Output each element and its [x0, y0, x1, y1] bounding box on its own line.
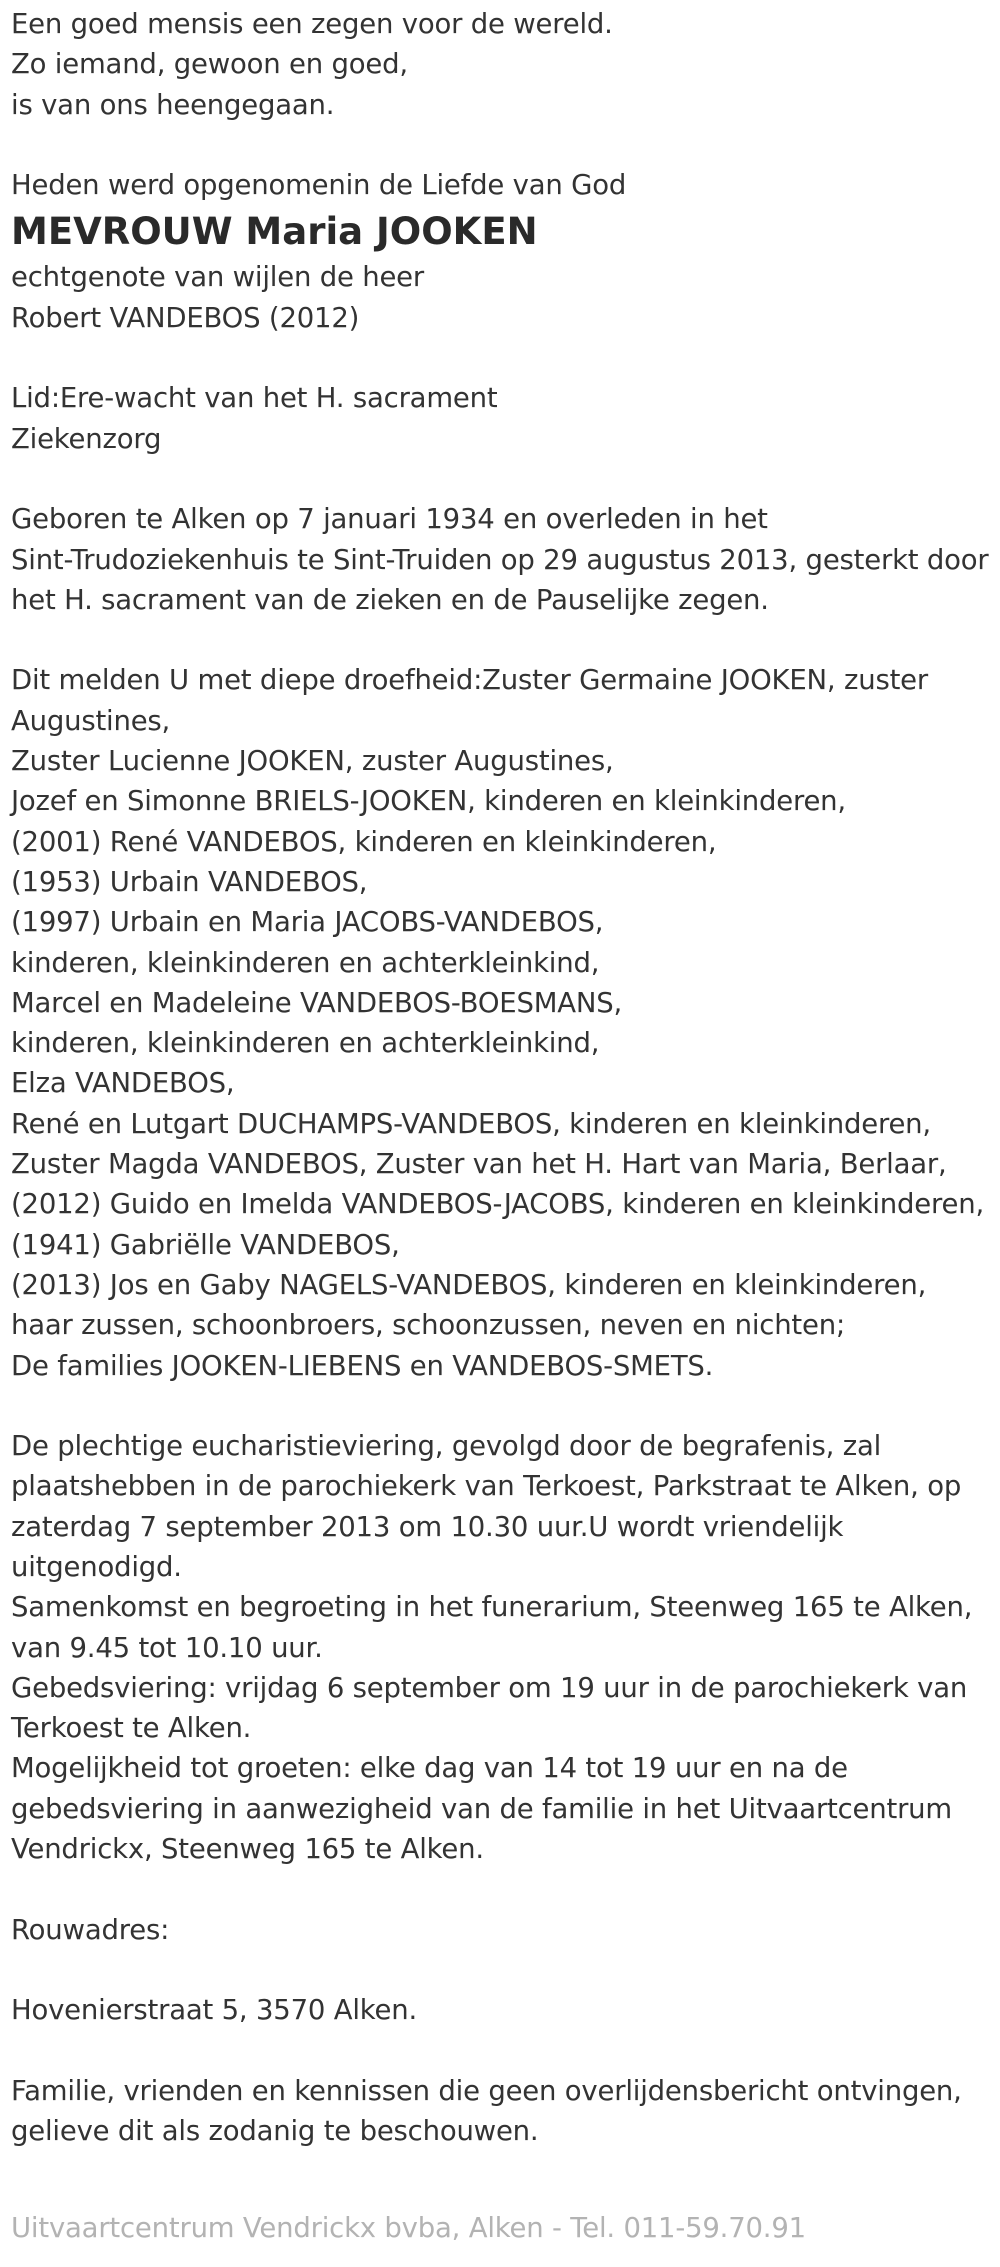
family-line: Zuster Magda VANDEBOS, Zuster van het H. Hart van Maria, Berlaar,: [11, 1148, 947, 1181]
poem-line: is van ons heengegaan.: [11, 88, 335, 121]
membership-line: Ziekenzorg: [11, 422, 162, 455]
ceremony-info: [11, 1426, 991, 1869]
spacer: [11, 125, 991, 165]
ceremony-line: De plechtige eucharistieviering, gevolgd door de begrafenis, zal: [11, 1430, 882, 1463]
ceremony-line: Vendrickx, Steenweg 165 te Alken.: [11, 1833, 484, 1866]
spacer: [11, 2031, 991, 2071]
family-line: Dit melden U met diepe droefheid:Zuster Germaine JOOKEN, zuster: [11, 664, 928, 697]
family-line: (1941) Gabriëlle VANDEBOS,: [11, 1228, 400, 1261]
closing-line: Familie, vrienden en kennissen die geen overlijdensbericht ontvingen,: [11, 2074, 962, 2107]
spacer: [11, 1386, 991, 1426]
ceremony-line: Samenkomst en begroeting in het funerarium, Steenweg 165 te Alken,: [11, 1591, 973, 1624]
family-line: (1997) Urbain en Maria JACOBS-VANDEBOS,: [11, 906, 604, 939]
address-label: Rouwadres:: [11, 1913, 170, 1946]
birth-death-line: Sint-Trudoziekenhuis te Sint-Truiden op 29 augustus 2013, gesterkt door: [11, 543, 989, 576]
spacer: [11, 1950, 991, 1990]
family-line: kinderen, kleinkinderen en achterkleinkind,: [11, 1027, 600, 1060]
funeral-home-footer: Uitvaartcentrum Vendrickx bvba, Alken - Tel. 011-59.70.91: [11, 2212, 806, 2244]
ceremony-line: van 9.45 tot 10.10 uur.: [11, 1631, 323, 1664]
family-line: haar zussen, schoonbroers, schoonzussen, neven en nichten;: [11, 1309, 846, 1342]
poem-line: Een goed mensis een zegen voor de wereld.: [11, 8, 613, 40]
spacer: [11, 338, 991, 378]
family-list: [11, 660, 991, 1385]
poem-line: Zo iemand, gewoon en goed,: [11, 48, 408, 81]
closing-line: gelieve dit als zodanig te beschouwen.: [11, 2115, 539, 2148]
spouse-line: Robert VANDEBOS (2012): [11, 301, 360, 334]
family-line: Augustines,: [11, 704, 171, 737]
ceremony-line: plaatshebben in de parochiekerk van Terkoest, Parkstraat te Alken, op: [11, 1470, 962, 1503]
deceased-name: MEVROUW Maria JOOKEN: [11, 210, 538, 254]
membership-line: Lid:Ere-wacht van het H. sacrament: [11, 382, 498, 415]
family-line: Zuster Lucienne JOOKEN, zuster Augustines,: [11, 745, 614, 778]
family-line: De families JOOKEN-LIEBENS en VANDEBOS-SMETS.: [11, 1349, 714, 1382]
membership-info: [11, 378, 991, 459]
spouse-info: [11, 257, 991, 338]
mourning-address: Hovenierstraat 5, 3570 Alken.: [11, 1994, 418, 2027]
family-line: Marcel en Madeleine VANDEBOS-BOESMANS,: [11, 986, 623, 1019]
ceremony-line: uitgenodigd.: [11, 1550, 182, 1583]
family-line: Elza VANDEBOS,: [11, 1067, 235, 1100]
closing-note: [11, 2071, 991, 2152]
poem: [11, 4, 991, 125]
intro-line: Heden werd opgenomenin de Liefde van God: [11, 169, 627, 202]
ceremony-line: gebedsviering in aanwezigheid van de familie in het Uitvaartcentrum: [11, 1792, 953, 1825]
obituary-notice: [11, 4, 991, 2151]
ceremony-line: Mogelijkheid tot groeten: elke dag van 14 tot 19 uur en na de: [11, 1752, 848, 1785]
birth-death-line: het H. sacrament van de zieken en de Pauselijke zegen.: [11, 583, 769, 616]
birth-death-line: Geboren te Alken op 7 januari 1934 en overleden in het: [11, 503, 768, 536]
family-line: (2012) Guido en Imelda VANDEBOS-JACOBS, kinderen en kleinkinderen,: [11, 1188, 985, 1221]
family-line: (2001) René VANDEBOS, kinderen en kleinkinderen,: [11, 825, 717, 858]
ceremony-line: Gebedsviering: vrijdag 6 september om 19 uur in de parochiekerk van: [11, 1671, 968, 1704]
spacer: [11, 620, 991, 660]
family-line: René en Lutgart DUCHAMPS-VANDEBOS, kinderen en kleinkinderen,: [11, 1107, 931, 1140]
family-line: (2013) Jos en Gaby NAGELS-VANDEBOS, kinderen en kleinkinderen,: [11, 1268, 927, 1301]
spouse-line: echtgenote van wijlen de heer: [11, 261, 425, 294]
birth-death-info: [11, 499, 991, 620]
family-line: Jozef en Simonne BRIELS-JOOKEN, kinderen en kleinkinderen,: [11, 785, 846, 818]
ceremony-line: Terkoest te Alken.: [11, 1712, 252, 1745]
ceremony-line: zaterdag 7 september 2013 om 10.30 uur.U wordt vriendelijk: [11, 1510, 844, 1543]
spacer: [11, 459, 991, 499]
spacer: [11, 1869, 991, 1909]
family-line: kinderen, kleinkinderen en achterkleinkind,: [11, 946, 600, 979]
family-line: (1953) Urbain VANDEBOS,: [11, 865, 368, 898]
